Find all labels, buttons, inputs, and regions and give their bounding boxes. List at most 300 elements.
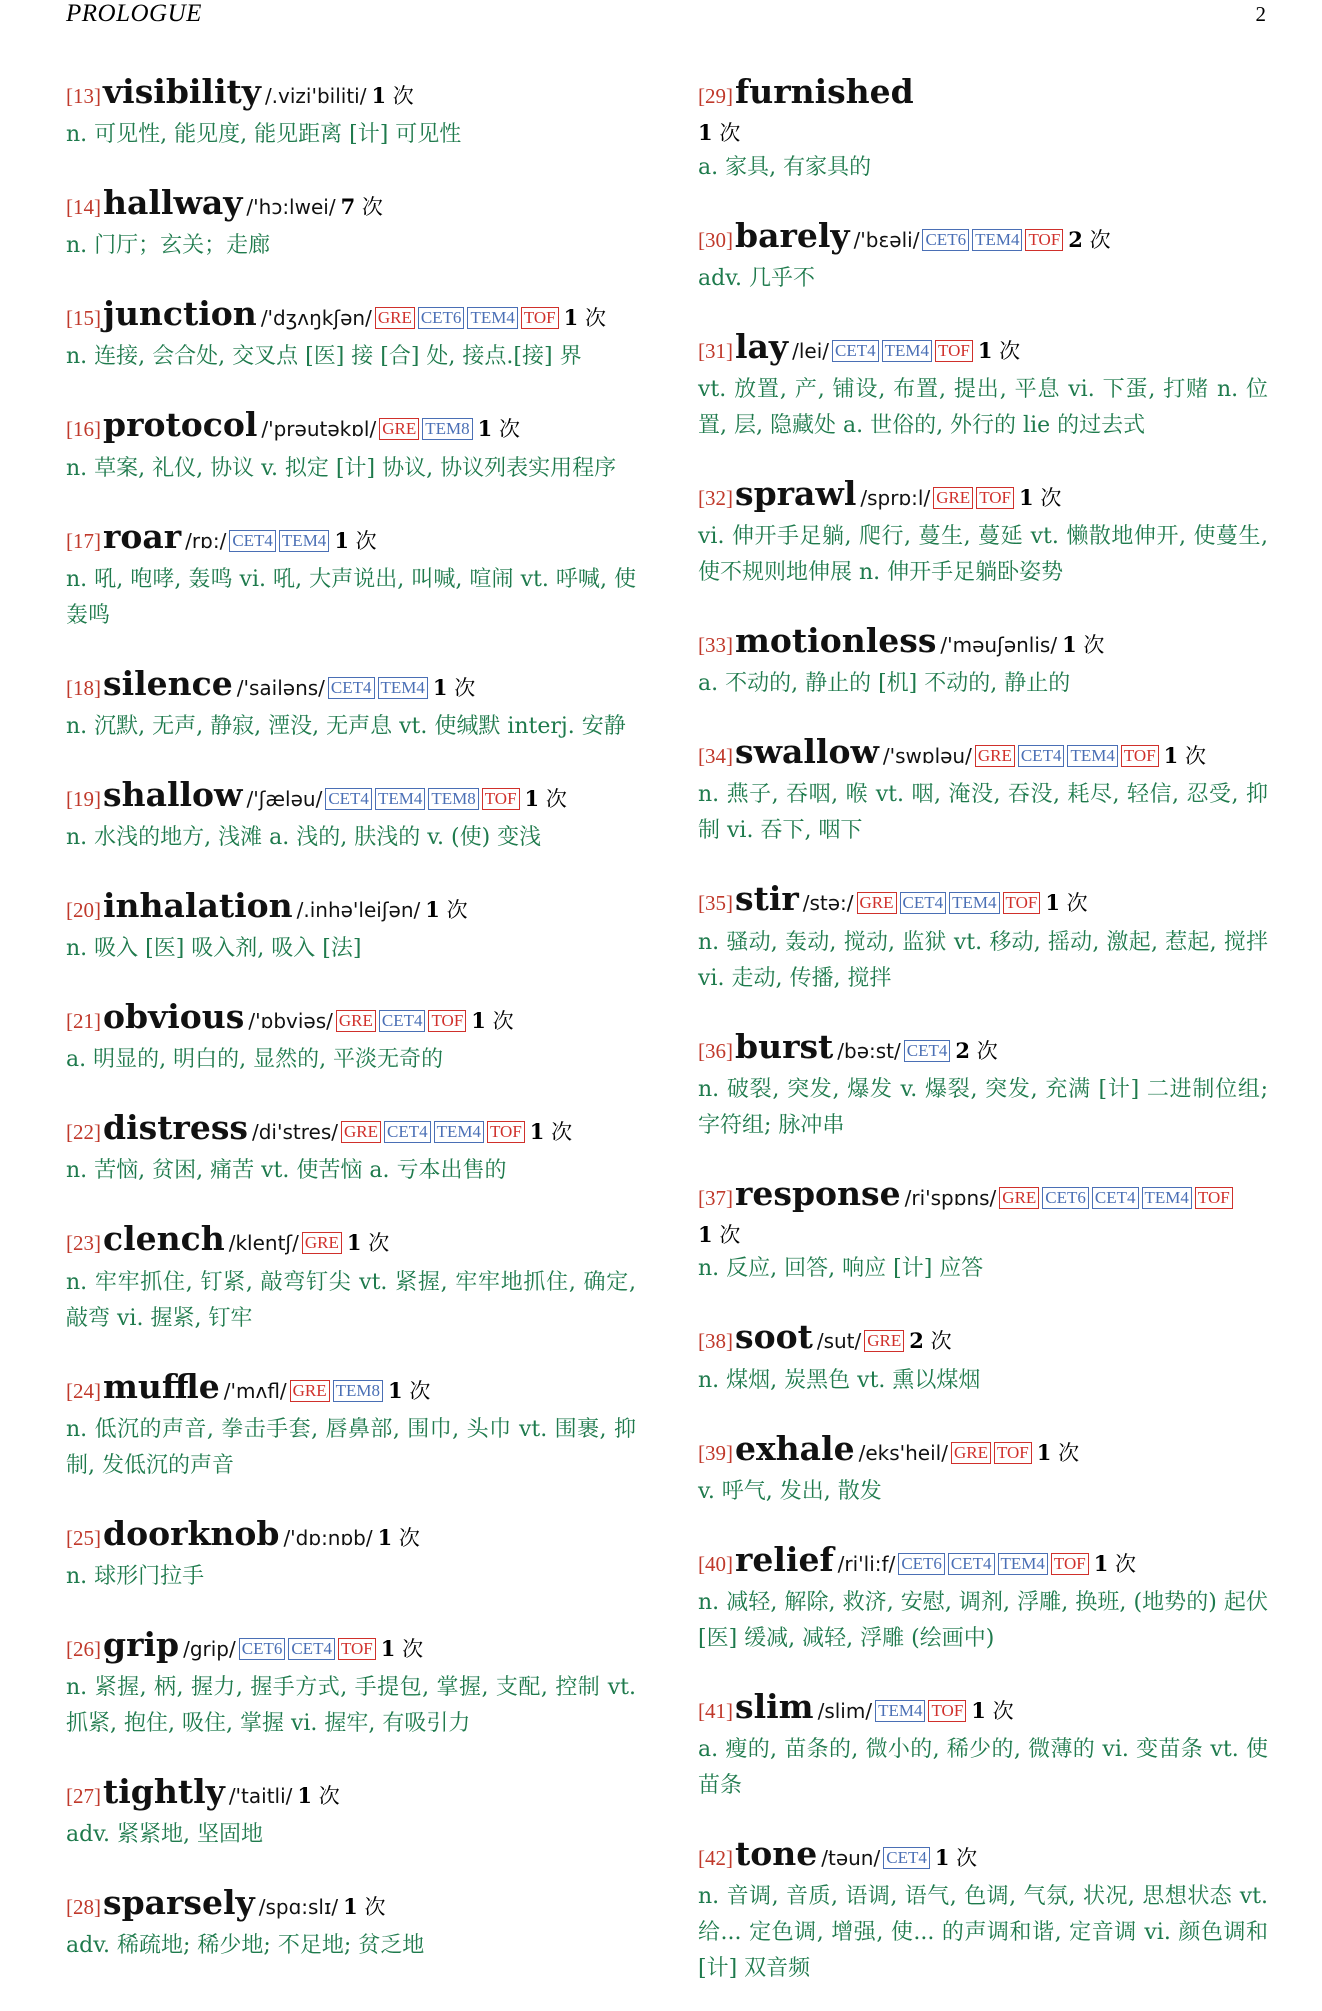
frequency (341, 195, 383, 219)
phonetic: /'məuʃənlis/ (940, 633, 1058, 658)
frequency-unit: 次 (318, 1783, 340, 1808)
entry-number: [42] (698, 1845, 733, 1870)
exam-tag: CET6 (922, 229, 969, 251)
headword-line (698, 1534, 1268, 1585)
frequency (297, 1784, 339, 1808)
vocab-entry (698, 1168, 1268, 1288)
headword-line (698, 1168, 1268, 1252)
phonetic: /ri'li:f/ (837, 1551, 896, 1576)
headword-line (66, 1361, 636, 1412)
vocab-entry (698, 66, 1268, 186)
frequency-unit: 次 (398, 1525, 420, 1550)
headword: junction (103, 294, 257, 334)
frequency (381, 1637, 423, 1661)
vocab-entry (698, 321, 1268, 444)
frequency-unit: 次 (1083, 633, 1105, 658)
vocab-entry (66, 66, 636, 153)
headword: hallway (103, 183, 243, 223)
exam-tag: CET6 (239, 1638, 286, 1660)
phonetic: /'mʌfl/ (223, 1378, 287, 1403)
definition: n. 音调, 音质, 语调, 语气, 色调, 气氛, 状况, 思想状态 vt. 给... 定色调, 增强, 使... 的声调和谐, 定音调 vi. 颜色调和 [计] 双音频 (698, 1884, 1268, 1982)
definition: n. 牢牢抓住, 钉紧, 敲弯钉尖 vt. 紧握, 牢牢地抓住, 确定, 敲弯 vi. 握紧, 钉牢 (66, 1269, 636, 1331)
frequency-count: 1 (471, 1008, 486, 1034)
phonetic: /.inhə'leiʃən/ (296, 897, 421, 922)
frequency-unit: 次 (992, 1698, 1014, 1723)
definition: n. 反应, 回答, 响应 [计] 应答 (698, 1256, 984, 1282)
headword-line (66, 880, 636, 931)
frequency (530, 1120, 572, 1144)
definition: vi. 伸开手足躺, 爬行, 蔓生, 蔓延 vt. 懒散地伸开, 使蔓生, 使不规则地伸展 n. 伸开手足躺卧姿势 (698, 524, 1268, 586)
frequency (425, 898, 467, 922)
vocab-entry (698, 615, 1268, 702)
frequency-count: 1 (1045, 890, 1060, 916)
phonetic: /'prəutəkɒl/ (261, 417, 377, 442)
exam-tag: TOF (935, 340, 973, 362)
definition: a. 不动的, 静止的 [机] 不动的, 静止的 (698, 671, 1071, 697)
exam-tag: TEM4 (882, 340, 932, 362)
exam-tag: TEM8 (428, 788, 478, 810)
entry-number: [18] (66, 675, 101, 700)
entry-number: [37] (698, 1185, 733, 1210)
frequency-unit: 次 (498, 417, 520, 442)
frequency-unit: 次 (1066, 891, 1088, 916)
frequency (1164, 744, 1206, 768)
phonetic: /slim/ (817, 1698, 873, 1723)
phonetic: /sprɒ:l/ (860, 485, 931, 510)
frequency-count: 1 (934, 1844, 950, 1870)
headword: response (735, 1173, 901, 1213)
definition: a. 瘦的, 苗条的, 微小的, 稀少的, 微薄的 vi. 变苗条 vt. 使苗条 (698, 1736, 1268, 1798)
frequency-count: 1 (297, 1782, 313, 1808)
headword: protocol (103, 405, 258, 445)
exam-tag: TOF (1121, 745, 1159, 767)
headword: sparsely (103, 1883, 255, 1923)
phonetic: /'bɛəli/ (853, 227, 920, 252)
frequency-unit: 次 (402, 1636, 424, 1661)
frequency-unit: 次 (584, 306, 606, 331)
vocab-entry (698, 1681, 1268, 1804)
exam-tag: CET4 (948, 1553, 995, 1575)
entry-number: [32] (698, 485, 733, 510)
frequency-unit: 次 (409, 1378, 431, 1403)
headword-line (698, 321, 1268, 372)
exam-tag: TEM4 (875, 1700, 925, 1722)
frequency (343, 1895, 385, 1919)
headword-line (698, 873, 1268, 924)
headword: stir (735, 879, 799, 919)
frequency (564, 306, 606, 330)
frequency-count: 1 (388, 1377, 403, 1403)
phonetic: /'swɒləu/ (882, 744, 972, 769)
definition: n. 减轻, 解除, 救济, 安慰, 调剂, 浮雕, 换班, (地势的) 起伏 [医] 缓减, 减轻, 浮雕 (绘画中) (698, 1589, 1268, 1651)
headword-line (698, 615, 1268, 666)
entry-number: [38] (698, 1329, 733, 1354)
entry-number: [16] (66, 417, 101, 442)
entry-number: [36] (698, 1038, 733, 1063)
vocab-entry (698, 1423, 1268, 1510)
exam-tag: GRE (302, 1232, 342, 1254)
definition: n. 吼, 咆哮, 轰鸣 vi. 吼, 大声说出, 叫喊, 喧闹 vt. 呼喊, 使轰鸣 (66, 566, 636, 628)
frequency (471, 1009, 513, 1033)
entry-number: [41] (698, 1698, 733, 1723)
vocab-entry (698, 1534, 1268, 1657)
frequency (347, 1231, 389, 1255)
entry-number: [27] (66, 1783, 101, 1808)
frequency-count: 1 (1093, 1550, 1109, 1576)
definition: n. 苦恼, 贫困, 痛苦 vt. 使苦恼 a. 亏本出售的 (66, 1158, 507, 1184)
vocab-entry (66, 658, 636, 745)
frequency-unit: 次 (999, 338, 1021, 363)
exam-tag: CET4 (229, 530, 276, 552)
headword: furnished (735, 72, 914, 111)
frequency-count: 1 (380, 1635, 396, 1661)
frequency (698, 1223, 740, 1247)
definition: n. 煤烟, 炭黑色 vt. 熏以煤烟 (698, 1367, 981, 1393)
page-number: 2 (1255, 2, 1266, 26)
exam-tag: GRE (336, 1010, 376, 1032)
frequency-unit: 次 (719, 121, 741, 146)
frequency-unit: 次 (719, 1222, 741, 1247)
frequency-count: 1 (524, 785, 540, 811)
frequency-unit: 次 (976, 1038, 998, 1063)
exam-tag: CET4 (900, 892, 947, 914)
vocab-entry (66, 399, 636, 486)
headword-line (698, 726, 1268, 777)
headword-line (66, 1766, 636, 1817)
vocab-entry (66, 769, 636, 856)
frequency-count: 1 (1062, 632, 1077, 658)
definition: n. 紧握, 柄, 握力, 握手方式, 手提包, 掌握, 支配, 控制 vt. 抓紧, 抱住, 吸住, 掌握 vi. 握牢, 有吸引力 (66, 1674, 636, 1736)
exam-tag: TEM8 (422, 418, 472, 440)
headword-line (66, 511, 636, 562)
frequency-count: 1 (971, 1697, 986, 1723)
frequency (1019, 486, 1061, 510)
exam-tag: CET4 (883, 1847, 930, 1869)
frequency (1094, 1552, 1136, 1576)
exam-tag: CET4 (1018, 745, 1065, 767)
definition: n. 水浅的地方, 浅滩 a. 浅的, 肤浅的 v. (使) 变浅 (66, 824, 542, 850)
frequency (955, 1039, 997, 1063)
vocab-entry (698, 1021, 1268, 1144)
exam-tag: GRE (290, 1380, 330, 1402)
definition: adv. 稀疏地; 稀少地; 不足地; 贫乏地 (66, 1933, 425, 1959)
frequency-unit: 次 (956, 1845, 978, 1870)
frequency-count: 1 (432, 674, 448, 700)
frequency-count: 1 (371, 83, 387, 108)
frequency-unit: 次 (545, 786, 567, 811)
exam-tag: GRE (951, 1442, 991, 1464)
entry-number: [30] (698, 227, 733, 252)
vocab-entry (66, 880, 636, 967)
headword-line (698, 1681, 1268, 1732)
entry-number: [19] (66, 786, 101, 811)
headword-line (66, 1619, 636, 1670)
phonetic: /'dʒʌŋkʃən/ (260, 306, 372, 331)
vocab-entry (66, 1619, 636, 1742)
definition: n. 燕子, 吞咽, 喉 vt. 咽, 淹没, 吞没, 耗尽, 轻信, 忍受, 抑制 vi. 吞下, 咽下 (698, 782, 1268, 844)
definition: n. 连接, 会合处, 交叉点 [医] 接 [合] 处, 接点.[接] 界 (66, 344, 582, 370)
headword: doorknob (103, 1513, 280, 1553)
headword: motionless (735, 621, 937, 661)
vocab-entry (698, 726, 1268, 849)
exam-tag: CET4 (328, 677, 375, 699)
headword: slim (735, 1686, 814, 1726)
exam-tag: TEM4 (972, 229, 1022, 251)
definition: n. 破裂, 突发, 爆发 v. 爆裂, 突发, 充满 [计] 二进制位组; 字符组; 脉冲串 (698, 1076, 1268, 1138)
exam-tag: TEM4 (375, 788, 425, 810)
headword: tightly (103, 1771, 225, 1811)
frequency (371, 84, 413, 108)
entry-number: [21] (66, 1009, 101, 1034)
frequency (909, 1329, 951, 1353)
phonetic: /spɑ:slɪ/ (258, 1895, 339, 1920)
frequency-unit: 次 (1115, 1551, 1137, 1576)
entry-number: [35] (698, 891, 733, 916)
frequency-unit: 次 (361, 195, 383, 220)
definition: n. 低沉的声音, 拳击手套, 唇鼻部, 围巾, 头巾 vt. 围裹, 抑制, 发低沉的声音 (66, 1416, 636, 1478)
exam-tag: GRE (341, 1121, 381, 1143)
frequency-count: 1 (1019, 484, 1034, 510)
exam-tag: TOF (994, 1442, 1032, 1464)
headword: muffle (103, 1366, 220, 1406)
frequency (1062, 633, 1104, 657)
frequency (971, 1699, 1013, 1723)
frequency-unit: 次 (1184, 744, 1206, 769)
phonetic: /sut/ (816, 1329, 862, 1354)
phonetic: /grip/ (183, 1636, 236, 1661)
headword: silence (103, 663, 233, 703)
vocab-entry (698, 468, 1268, 591)
headword: shallow (103, 774, 243, 814)
entry-number: [25] (66, 1525, 101, 1550)
definition: n. 可见性, 能见度, 能见距离 [计] 可见性 (66, 122, 462, 148)
exam-tag: GRE (857, 892, 897, 914)
exam-tag: TOF (1003, 892, 1041, 914)
definition: n. 骚动, 轰动, 搅动, 监狱 vt. 移动, 摇动, 激起, 惹起, 搅拌 vi. 走动, 传播, 搅拌 (698, 929, 1268, 991)
exam-tag: TEM4 (434, 1121, 484, 1143)
frequency-count: 1 (977, 337, 993, 363)
entry-number: [13] (66, 84, 101, 108)
phonetic: /.vizi'biliti/ (264, 84, 367, 108)
exam-tag: TEM4 (467, 307, 517, 329)
exam-tag: TEM8 (333, 1380, 383, 1402)
exam-tag: GRE (975, 745, 1015, 767)
frequency-unit: 次 (446, 897, 468, 922)
exam-tag: CET4 (904, 1040, 951, 1062)
frequency-unit: 次 (355, 528, 377, 553)
vocab-entry (66, 1213, 636, 1336)
exam-tag: TOF (521, 307, 559, 329)
headword: visibility (103, 72, 261, 111)
phonetic: /lei/ (792, 338, 829, 363)
exam-tag: TOF (1025, 229, 1063, 251)
headword-line (698, 468, 1268, 519)
frequency-count: 2 (955, 1037, 970, 1063)
headword-line (66, 177, 636, 228)
vocab-entry (698, 210, 1268, 297)
headword: tone (735, 1833, 818, 1873)
headword: distress (103, 1108, 248, 1148)
definition: a. 明显的, 明白的, 显然的, 平淡无奇的 (66, 1047, 444, 1073)
exam-tag: TOF (487, 1121, 525, 1143)
entry-number: [26] (66, 1636, 101, 1661)
exam-tag: GRE (379, 418, 419, 440)
vocab-entry (66, 1508, 636, 1595)
exam-tag: TOF (1195, 1187, 1233, 1209)
headword: grip (103, 1624, 180, 1664)
vocab-entry (66, 1102, 636, 1189)
exam-tag: TOF (482, 788, 520, 810)
exam-tag: TEM4 (1067, 745, 1117, 767)
exam-tag: GRE (375, 307, 415, 329)
frequency-unit: 次 (1058, 1440, 1080, 1465)
headword: swallow (735, 732, 879, 772)
entry-number: [33] (698, 633, 733, 658)
headword-line (698, 1021, 1268, 1072)
phonetic: /'sailəns/ (236, 675, 325, 700)
entry-number: [29] (698, 84, 733, 108)
exam-tag: CET4 (832, 340, 879, 362)
frequency (334, 529, 376, 553)
exam-tag: TEM4 (998, 1553, 1048, 1575)
exam-tag: CET4 (384, 1121, 431, 1143)
headword-line (66, 1213, 636, 1264)
phonetic: /təun/ (821, 1845, 881, 1870)
entry-number: [40] (698, 1551, 733, 1576)
frequency-count: 2 (1068, 226, 1083, 252)
exam-tag: CET6 (418, 307, 465, 329)
definition: n. 沉默, 无声, 静寂, 湮没, 无声息 vt. 使缄默 interj. 安静 (66, 713, 626, 739)
entry-number: [22] (66, 1120, 101, 1145)
frequency-unit: 次 (364, 1895, 386, 1920)
entry-number: [39] (698, 1440, 733, 1465)
headword-line (698, 1423, 1268, 1474)
headword: lay (735, 326, 789, 366)
entry-number: [15] (66, 306, 101, 331)
frequency (433, 676, 475, 700)
headword-line (66, 769, 636, 820)
definition: v. 呼气, 发出, 散发 (698, 1478, 882, 1504)
frequency (1068, 228, 1110, 252)
frequency-count: 1 (698, 120, 713, 146)
exam-tag: TOF (428, 1010, 466, 1032)
phonetic: /klentʃ/ (228, 1231, 299, 1256)
frequency (478, 417, 520, 441)
vocab-entry (698, 873, 1268, 996)
frequency-unit: 次 (551, 1120, 573, 1145)
frequency-count: 2 (909, 1328, 924, 1354)
frequency-count: 1 (343, 1894, 358, 1920)
entry-number: [31] (698, 338, 733, 363)
vocab-entry (66, 1766, 636, 1853)
frequency-unit: 次 (492, 1009, 514, 1034)
phonetic: /'ʃæləu/ (246, 786, 323, 811)
exam-tag: CET6 (1042, 1187, 1089, 1209)
frequency (525, 787, 567, 811)
phonetic: /'hɔ:lwei/ (246, 195, 336, 220)
definition: n. 球形门拉手 (66, 1563, 205, 1589)
vocab-entry (66, 177, 636, 264)
frequency (1037, 1441, 1079, 1465)
left-column (66, 66, 636, 1988)
headword-line (66, 991, 636, 1042)
frequency-count: 1 (346, 1230, 362, 1256)
frequency (388, 1379, 430, 1403)
phonetic: /'taitli/ (228, 1783, 293, 1808)
exam-tag: CET6 (898, 1553, 945, 1575)
definition: adv. 几乎不 (698, 265, 816, 291)
entry-number: [24] (66, 1378, 101, 1403)
frequency-unit: 次 (454, 675, 476, 700)
headword: inhalation (103, 885, 293, 925)
entry-number: [20] (66, 897, 101, 922)
exam-tag: CET4 (325, 788, 372, 810)
definition: n. 门厅；玄关；走廊 (66, 233, 271, 259)
exam-tag: TEM4 (949, 892, 999, 914)
headword-line (66, 66, 636, 117)
definition: adv. 紧紧地, 坚固地 (66, 1822, 263, 1848)
entry-number: [34] (698, 744, 733, 769)
frequency-count: 7 (340, 194, 356, 220)
headword: burst (735, 1026, 834, 1066)
exam-tag: TEM4 (1142, 1187, 1192, 1209)
definition: vt. 放置, 产, 铺设, 布置, 提出, 平息 vi. 下蛋, 打赌 n. 位置, 层, 隐藏处 a. 世俗的, 外行的 lie 的过去式 (698, 376, 1268, 438)
headword: obvious (103, 997, 245, 1037)
frequency (1045, 891, 1087, 915)
vocab-entry (66, 1361, 636, 1484)
headword-line (66, 1102, 636, 1153)
frequency-unit: 次 (368, 1231, 390, 1256)
headword-line (66, 658, 636, 709)
headword: barely (735, 215, 850, 255)
phonetic: /ri'spɒns/ (904, 1185, 997, 1210)
headword: relief (735, 1539, 834, 1579)
frequency (978, 339, 1020, 363)
running-header: PROLOGUE (66, 0, 202, 27)
phonetic: /'dɒ:nɒb/ (283, 1525, 373, 1550)
phonetic: /stə:/ (802, 891, 854, 916)
vocab-entry (66, 991, 636, 1078)
exam-tag: TEM4 (378, 677, 428, 699)
entry-number: [28] (66, 1895, 101, 1920)
exam-tag: GRE (933, 487, 973, 509)
phonetic: /'ɒbviəs/ (248, 1009, 333, 1034)
frequency-count: 1 (425, 896, 440, 922)
entry-number: [14] (66, 195, 101, 220)
headword-line (66, 1877, 636, 1928)
headword-line (66, 1508, 636, 1559)
definition: a. 家具, 有家具的 (698, 154, 872, 180)
exam-tag: CET4 (288, 1638, 335, 1660)
frequency-count: 1 (698, 1221, 713, 1247)
headword-line (698, 210, 1268, 261)
frequency-count: 1 (334, 527, 349, 553)
vocab-entry (698, 1828, 1268, 1987)
headword: sprawl (735, 473, 857, 513)
frequency-unit: 次 (392, 84, 414, 108)
frequency-unit: 次 (930, 1329, 952, 1354)
vocab-entry (66, 288, 636, 375)
entry-number: [23] (66, 1231, 101, 1256)
headword-line (698, 1828, 1268, 1879)
frequency-count: 1 (1163, 743, 1179, 769)
vocab-entry (66, 1877, 636, 1964)
frequency-count: 1 (477, 416, 493, 442)
exam-tag: TOF (338, 1638, 376, 1660)
frequency-count: 1 (377, 1524, 393, 1550)
exam-tag: TEM4 (279, 530, 329, 552)
frequency-unit: 次 (1040, 485, 1062, 510)
